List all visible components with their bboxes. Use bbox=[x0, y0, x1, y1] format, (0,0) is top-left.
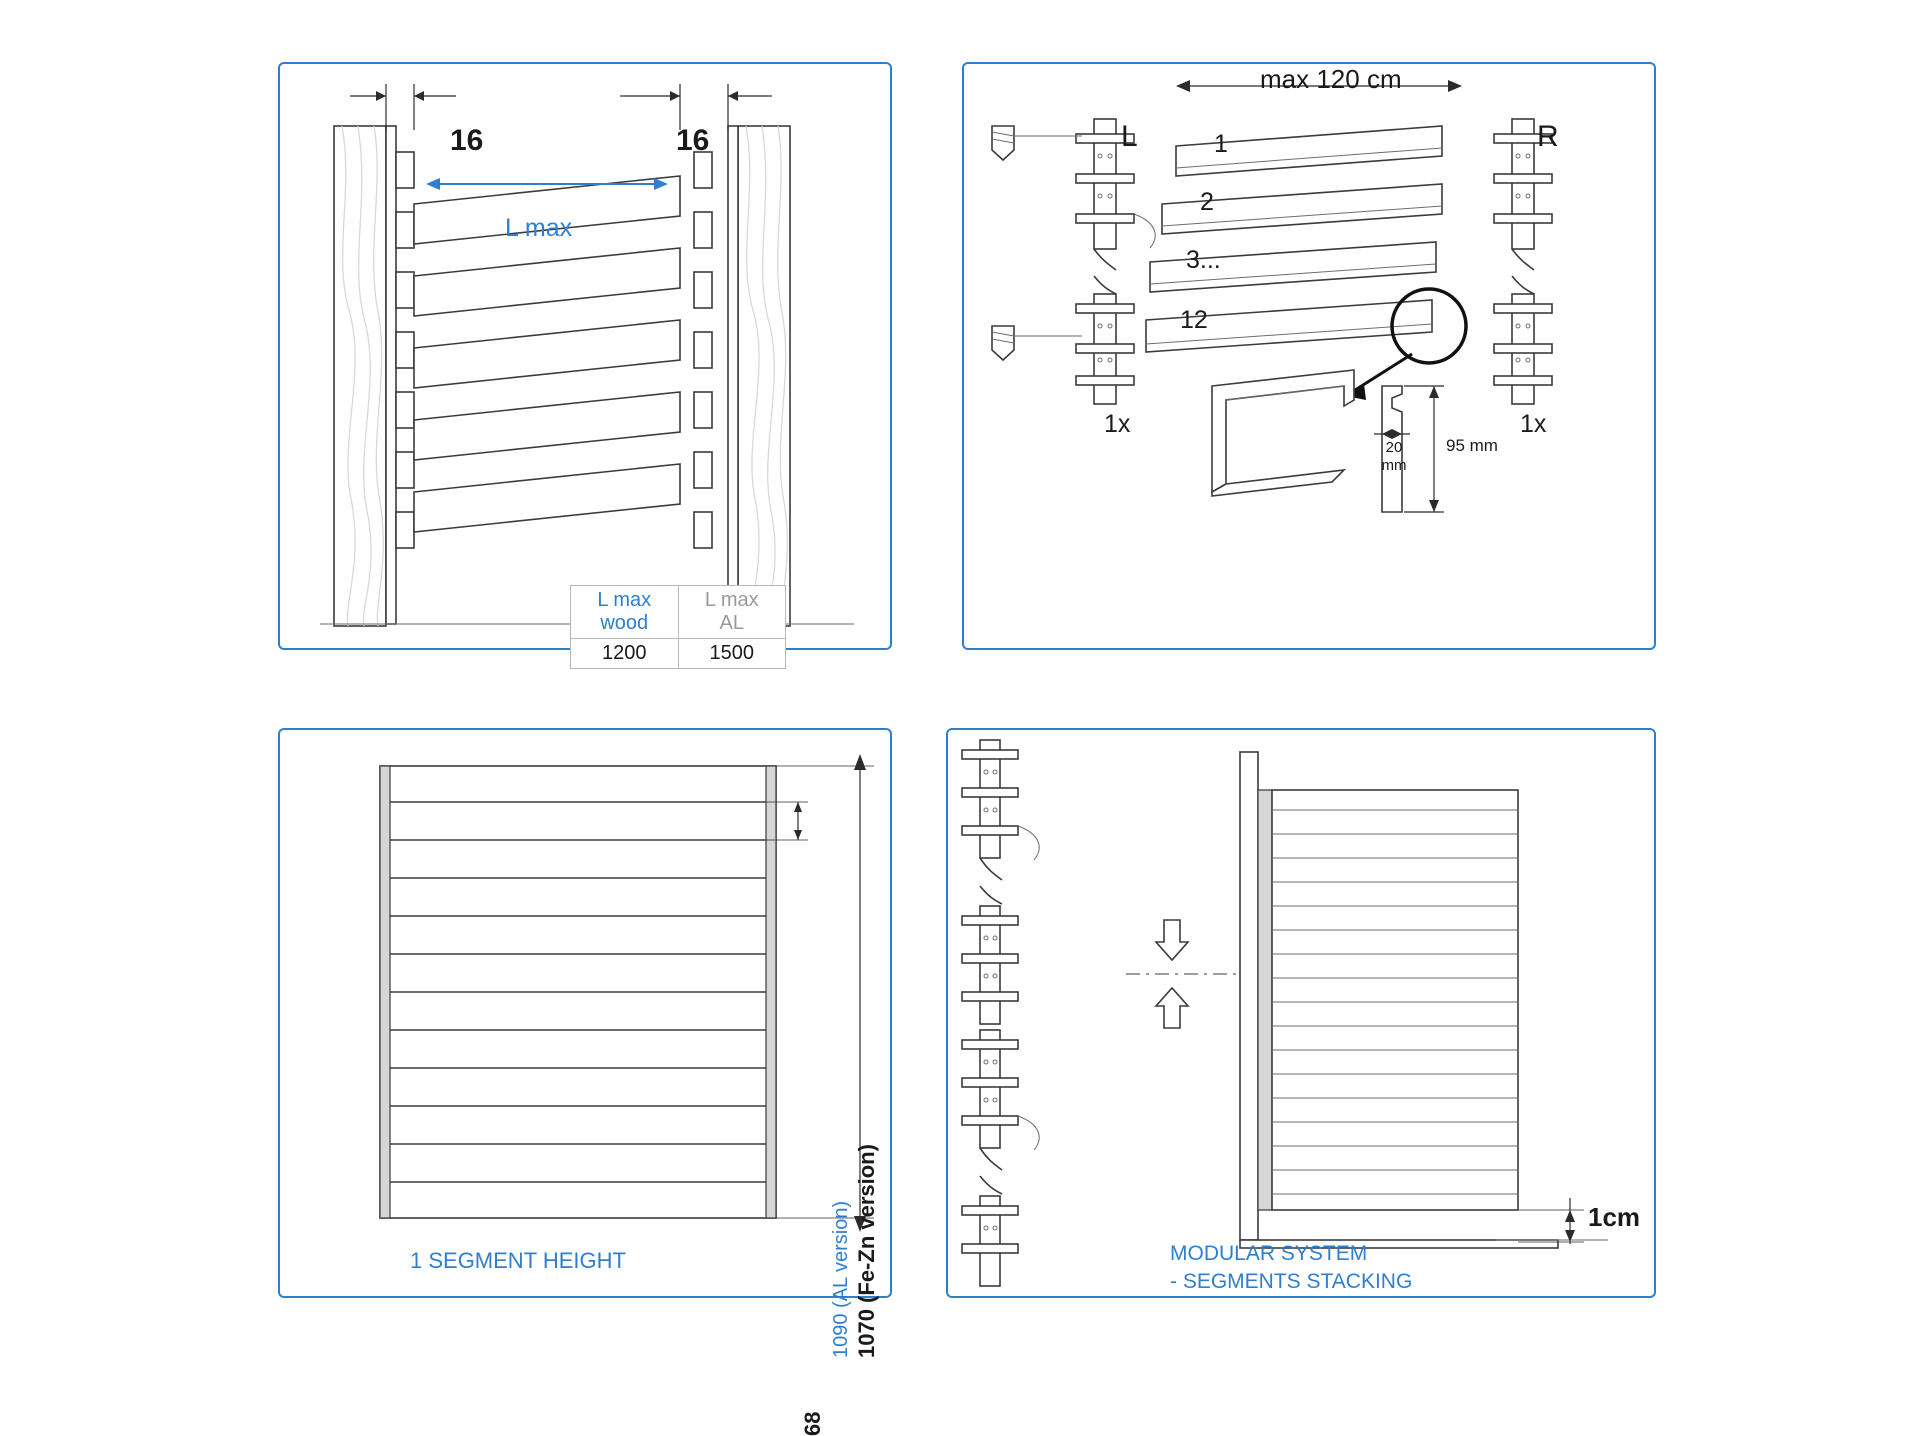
modular-caption-line1: MODULAR SYSTEM bbox=[1170, 1242, 1368, 1265]
post-right-R bbox=[1494, 119, 1552, 404]
panel-mounting-gap bbox=[278, 62, 892, 664]
height-fezn-label: 1070 (Fe-Zn version) bbox=[854, 1144, 879, 1358]
lmax-wood-value: 1200 bbox=[571, 639, 679, 669]
profile-width-label-line1: 20 bbox=[1385, 439, 1403, 456]
lmax-table bbox=[570, 585, 786, 669]
dimension-16-left bbox=[350, 84, 456, 130]
wall-post bbox=[1240, 752, 1272, 1240]
profile-width-label-line2: mm bbox=[1381, 457, 1407, 474]
lmax-wood-header-line1: L max bbox=[597, 589, 652, 611]
mounting-gap-drawing bbox=[280, 64, 894, 652]
rail-left bbox=[386, 126, 414, 624]
panel-segment-height bbox=[278, 728, 892, 1436]
wood-post-left bbox=[334, 126, 386, 626]
segment-height-drawing bbox=[280, 730, 894, 1300]
screw-bottom bbox=[992, 326, 1082, 360]
profile-isometric bbox=[1212, 370, 1354, 496]
dimension-1cm bbox=[1518, 1198, 1584, 1244]
wood-post-right bbox=[738, 126, 790, 626]
modular-stacking-drawing bbox=[948, 730, 1658, 1300]
max-width-label: max 120 cm bbox=[1260, 64, 1402, 94]
screw-top bbox=[992, 126, 1082, 160]
panel-modular-stacking bbox=[946, 728, 1656, 1298]
segment-body bbox=[380, 766, 776, 1218]
gap-68-label: 68 bbox=[800, 1411, 825, 1436]
lmax-label: L max bbox=[505, 214, 573, 242]
dimension-16-left-label: 16 bbox=[450, 124, 484, 157]
post-left-L bbox=[1076, 119, 1155, 404]
height-al-label: 1090 (AL version) bbox=[830, 1200, 852, 1358]
lmax-wood-header-line2: wood bbox=[600, 612, 649, 634]
lmax-al-header-line2: AL bbox=[719, 612, 744, 634]
panel-lamella-order bbox=[962, 62, 1656, 650]
rail-right bbox=[694, 126, 738, 624]
post-left-qty: 1x bbox=[1104, 410, 1131, 438]
lmax-al-value: 1500 bbox=[678, 639, 786, 669]
post-upper bbox=[962, 740, 1039, 1024]
modular-caption-line2: - SEGMENTS STACKING bbox=[1170, 1270, 1413, 1293]
lmax-al-header bbox=[678, 586, 786, 639]
lmax-wood-header bbox=[571, 586, 679, 639]
lamella-number-3: 3... bbox=[1186, 246, 1221, 274]
ground-gap-label: 1cm bbox=[1588, 1202, 1641, 1232]
post-right-qty: 1x bbox=[1520, 410, 1547, 438]
post-left-label: L bbox=[1121, 120, 1138, 153]
segment-height-caption: 1 SEGMENT HEIGHT bbox=[410, 1248, 626, 1273]
profile-height-label: 95 mm bbox=[1446, 436, 1498, 455]
dimension-16-right-label: 16 bbox=[676, 124, 710, 157]
lamella-number-12: 12 bbox=[1180, 306, 1208, 334]
post-lower bbox=[962, 1030, 1039, 1286]
post-right-label: R bbox=[1537, 120, 1559, 153]
lamella-number-2: 2 bbox=[1200, 188, 1214, 216]
lmax-al-header-line1: L max bbox=[704, 589, 759, 611]
lamella-number-1: 1 bbox=[1214, 130, 1228, 158]
segment-block bbox=[1272, 790, 1518, 1210]
